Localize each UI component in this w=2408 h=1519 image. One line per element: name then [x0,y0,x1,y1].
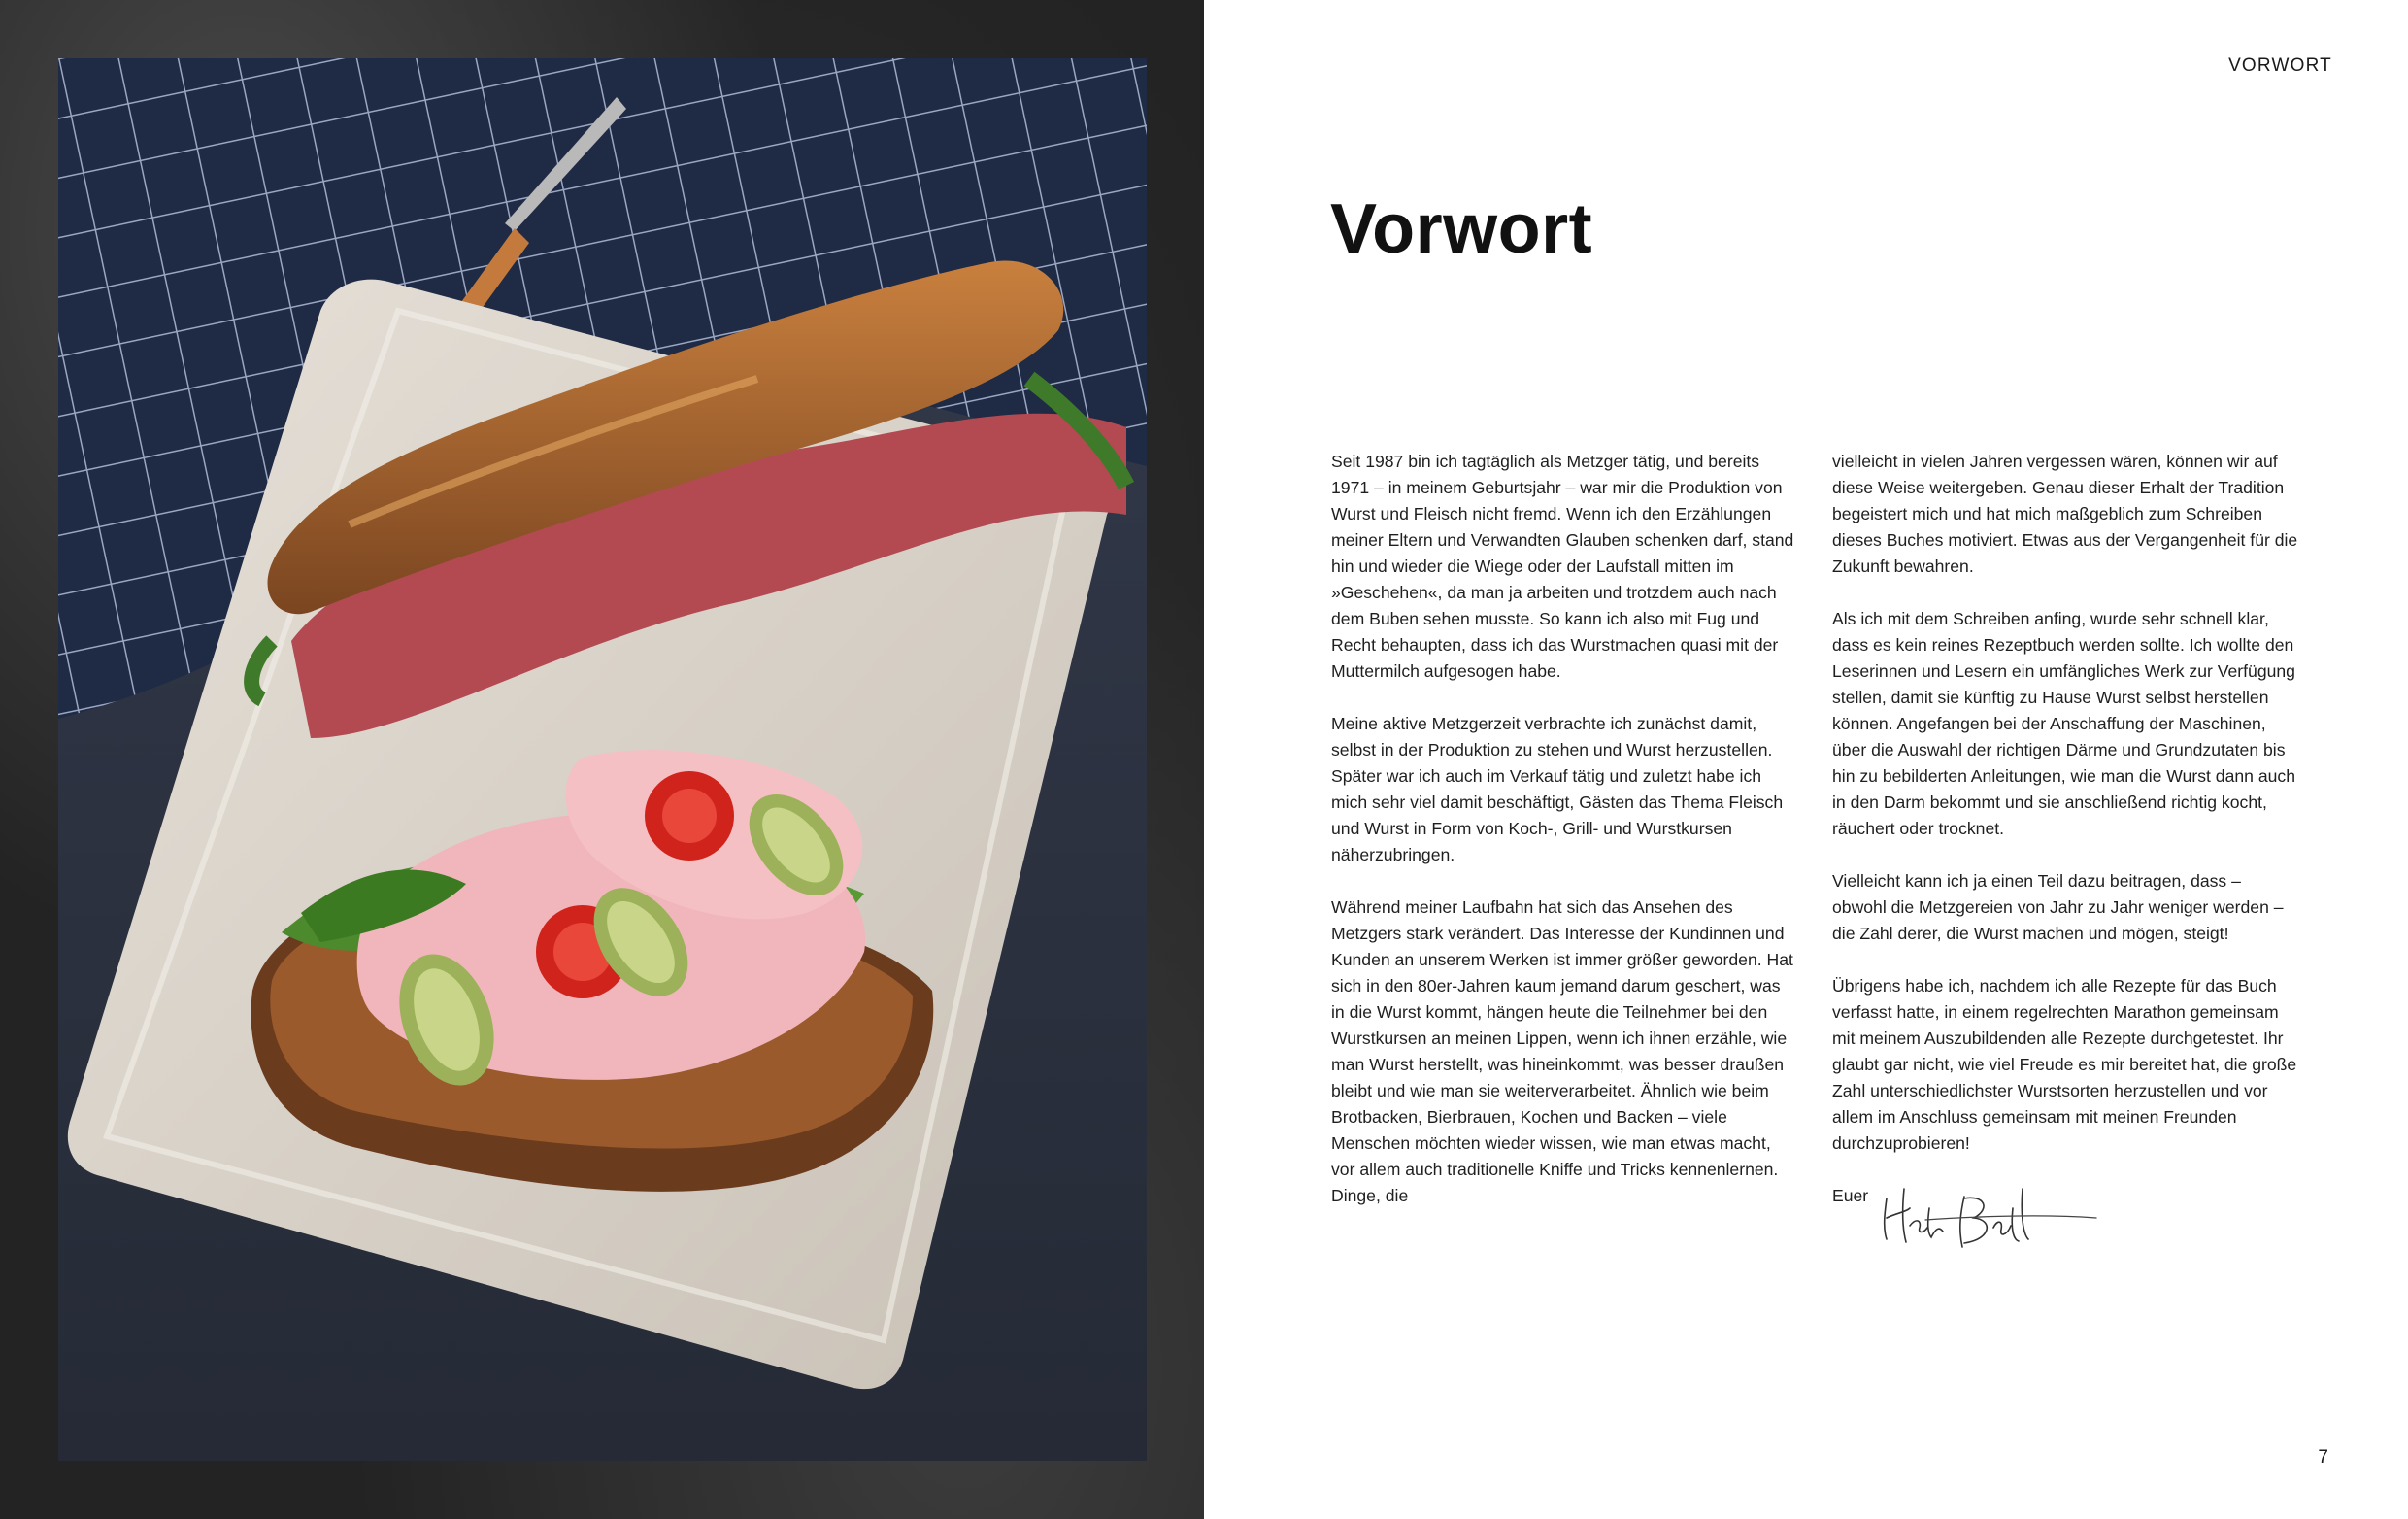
handwritten-signature [1867,1169,2100,1257]
sandwich-photo [58,58,1147,1461]
sign-off-label: Euer [1832,1186,1869,1205]
body-text [1331,449,2302,1226]
paragraph: Während meiner Laufbahn hat sich das Ansehen des Metzgers stark verändert. Das Interesse der Kundinnen und Kunden an unserem Werken ist immer größer geworden. Hat sich in den 80er-Jahren kaum jemand darum geschert, was in die Wurst kommt, hängen heute die Teilnehmer bei den Wurstkursen an meinen Lippen, wenn ich ihnen erzähle, wie man Wurst herstellt, was hineinkommt, was besser draußen bleibt und wie man sie weiterverarbeitet. Ähnlich wie beim Brotbacken, Bierbrauen, Kochen und Backen – viele Menschen möchten wieder wissen, wie man etwas macht, vor allem auch traditionelle Kniffe und Tricks kennenlernen. Dinge, die [1331,897,1793,1205]
text-column-left [1331,449,1797,1235]
sandwich-illustration [58,58,1147,1461]
paragraph: vielleicht in vielen Jahren vergessen wären, können wir auf diese Weise weitergeben. Genau dieser Erhalt der Tradition begeistert mich und hat mich maßgeblich zum Schreiben dieses Buches motiviert. Etwas aus der Vergangenheit für die Zukunft bewahren. [1832,452,2298,576]
page-number: 7 [2318,1447,2328,1468]
page-title: Vorwort [1330,190,1593,268]
paragraph: Seit 1987 bin ich tagtäglich als Metzger tätig, und bereits 1971 – in meinem Geburtsjahr – war mir die Produktion von Wurst und Fleisch nicht fremd. Wenn ich den Erzählungen meiner Eltern und Verwandten Glauben schenken darf, stand hin und wieder die Wiege oder der Laufstall mitten im »Geschehen«, da man ja arbeiten und trotzdem auch nach dem Buben sehen musste. So kann ich also mit Fug und Recht behaupten, dass ich das Wurstmachen quasi mit der Muttermilch aufgesogen habe. [1331,452,1794,681]
paragraph: Meine aktive Metzgerzeit verbrachte ich zunächst damit, selbst in der Produktion zu stehen und Wurst herzustellen. Später war ich auch im Verkauf tätig und zuletzt habe ich mich sehr viel damit beschäftigt, Gästen das Thema Fleisch und Wurst in Form von Koch-, Grill- und Wurstkursen näherzubringen. [1331,714,1784,864]
running-head: VORWORT [2228,55,2332,76]
paragraph: Als ich mit dem Schreiben anfing, wurde sehr schnell klar, dass es kein reines Rezeptbuch werden sollte. Ich wollte den Leserinnen und Lesern ein umfängliches Werk zur Verfügung stellen, damit sie künftig zu Hause Wurst selbst herstellen können. Angefangen bei der Anschaffung der Maschinen, über die Auswahl der richtigen Därme und Grundzutaten bis hin zu bebilderten Anleitungen, wie man die Wurst dann auch in den Darm bekommt und sie anschließend richtig kocht, räuchert oder trocknet. [1832,609,2295,838]
right-page [1204,0,2408,1519]
paragraph: Vielleicht kann ich ja einen Teil dazu beitragen, dass – obwohl die Metzgereien von Jahr zu Jahr weniger werden – die Zahl derer, die Wurst machen und mögen, steigt! [1832,871,2284,943]
text-column-right [1832,449,2298,1261]
paragraph: Übrigens habe ich, nachdem ich alle Rezepte für das Buch verfasst hatte, in einem regelrechten Marathon gemeinsam mit meinem Auszubildenden alle Rezepte durchgetestet. Ihr glaubt gar nicht, wie viel Freude es mir bereitet hat, die große Zahl unterschiedlichster Wurstsorten herzustellen und vor allem im Anschluss gemeinsam mit meinen Freunden durchzuprobieren! [1832,976,2297,1153]
sign-off [1832,1183,2298,1261]
